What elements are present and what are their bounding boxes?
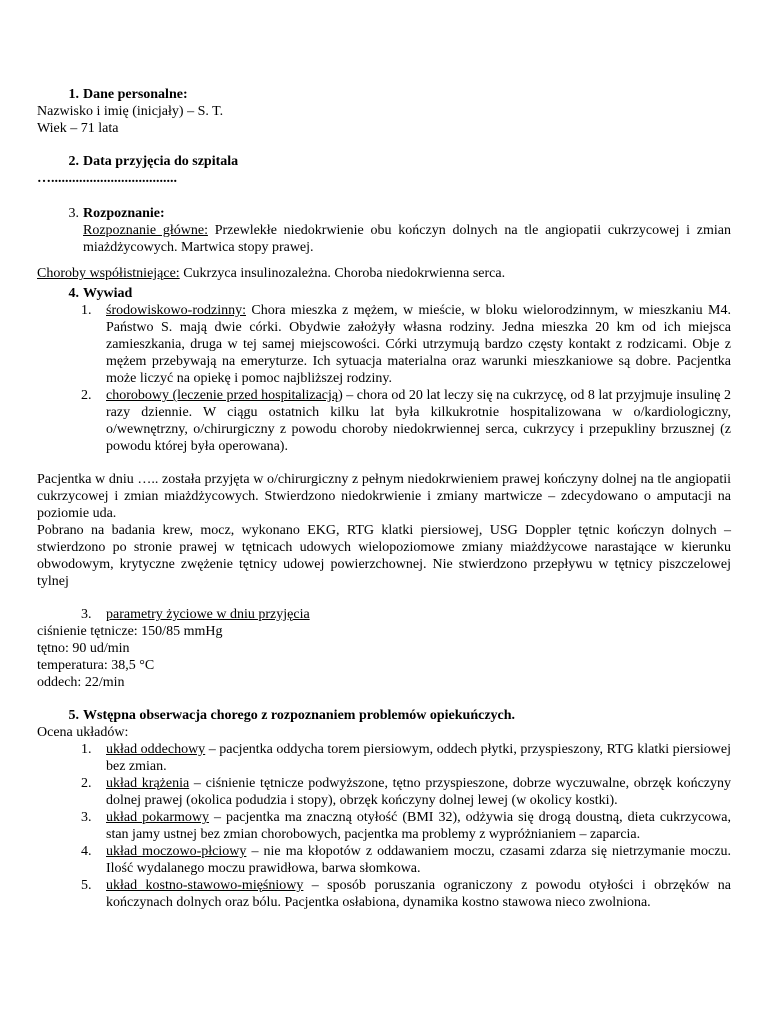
section-number: 4. xyxy=(68,286,79,301)
patient-name-line: Nazwisko i imię (inicjały) – S. T. xyxy=(37,104,224,119)
item-number: 5. xyxy=(81,878,92,893)
section-4-heading xyxy=(37,285,731,302)
patient-age-line: Wiek – 71 lata xyxy=(37,121,119,136)
main-diagnosis xyxy=(37,222,731,256)
interview-item xyxy=(37,302,731,387)
item-text: – nie ma kłopotów z oddawaniem moczu, czasami zdarza się nietrzymanie moczu. Ilość wydalanego moczu prawidłowa, barwa słomkowa. xyxy=(106,844,731,876)
item-number: 4. xyxy=(81,844,92,859)
comorbidities xyxy=(37,265,731,282)
main-diagnosis-text: Przewlekłe niedokrwienie obu kończyn dolnych na tle angiopatii cukrzycowej i zmian miażdżycowych. Martwica stopy prawej. xyxy=(83,223,731,255)
section-number: 2. xyxy=(68,154,79,169)
section-title: Rozpoznanie: xyxy=(83,206,165,221)
item-text: Chora mieszka z mężem, w mieście, w bloku wielorodzinnym, w mieszkaniu M4. Państwo S. mają dwie córki. Obydwie założyły własna rodziny. Jedna mieszka 20 km od ich miejsca zamieszkania, druga w tej samej miejscowości. Córki utrzymują bardzo częsty kontakt z rodzicami. Obje z mężem przebywają na emeryturze. Ich sytuacja materialna oraz warunki mieszkaniowe są dobre. Pacjentka może liczyć na opiekę i pomoc najbliższej rodziny. xyxy=(106,303,731,386)
item-number: 2. xyxy=(81,388,92,403)
item-number: 3. xyxy=(81,810,92,825)
section-number: 3. xyxy=(68,206,79,221)
item-number: 3. xyxy=(81,607,92,622)
section-number: 1. xyxy=(68,87,79,102)
item-label: układ oddechowy xyxy=(106,742,206,757)
vitals-label: parametry życiowe w dniu przyjęcia xyxy=(106,607,310,622)
item-text: – ciśnienie tętnicze podwyższone, tętno przyspieszone, dobrze wyczuwalne, obrzęk kończyny dolnej prawej (okolica podudzia i stopy), obrzęk kończyny dolnej lewej (w okolicy kostki). xyxy=(106,776,732,808)
item-text: ) – chora od 20 lat leczy się na cukrzycę, od 8 lat przyjmuje insulinę 2 razy dziennie. W ciągu ostatnich kilku lat była kilkukrotnie hospitalizowana w o/kardiologiczny, o/wewnętrzny, o/chirurgiczny z powodu choroby niedokrwiennej serca, cukrzycy i przepukliny brzusznej (z powodu której była operowana). xyxy=(106,388,731,454)
system-item xyxy=(37,877,731,911)
vital-temperature: temperatura: 38,5 °C xyxy=(37,658,155,673)
section-number: 5. xyxy=(68,708,79,723)
system-item xyxy=(37,843,731,877)
section-2-heading xyxy=(37,153,731,170)
document-page xyxy=(37,86,731,911)
item-label: układ moczowo-płciowy xyxy=(106,844,247,859)
vitals-heading xyxy=(37,606,731,623)
section-1-heading xyxy=(37,86,731,103)
section-title: Dane personalne: xyxy=(83,87,188,102)
item-label: układ krążenia xyxy=(106,776,190,791)
vital-respiration: oddech: 22/min xyxy=(37,675,125,690)
item-number: 1. xyxy=(81,303,92,318)
item-text: – pacjentka oddycha torem piersiowym, oddech płytki, przyspieszony, RTG klatki piersiowej bez zmian. xyxy=(106,742,731,774)
item-number: 1. xyxy=(81,742,92,757)
comorbidities-label: Choroby współistniejące: xyxy=(37,266,180,281)
system-item xyxy=(37,741,731,775)
section-title: Data przyjęcia do szpitala xyxy=(83,154,239,169)
diagnostics-paragraph: Pobrano na badania krew, mocz, wykonano EKG, RTG klatki piersiowej, USG Doppler tętnic kończyn dolnych – stwierdzono po stronie prawej w tętnicach udowych wielopoziomowe zmiany miażdżycowe narastające w kierunku obwodowym, krytyczne zwężenie tętnicy udowej powierzchownej. Nie stwierdzono przepływu w tętnicy piszczelowej tylnej xyxy=(37,523,731,589)
systems-intro: Ocena układów: xyxy=(37,725,129,740)
vital-blood-pressure: ciśnienie tętnicze: 150/85 mmHg xyxy=(37,624,223,639)
admission-paragraph: Pacjentka w dniu ….. została przyjęta w o/chirurgiczny z pełnym niedokrwieniem prawej kończyny dolnej na tle angiopatii cukrzycowej i zmian miażdżycowych. Stwierdzono niedokrwienie i zmiany martwicze – zdecydowano o amputacji na poziomie uda. xyxy=(37,472,731,521)
system-item xyxy=(37,775,731,809)
item-label: układ kostno-stawowo-mięśniowy xyxy=(106,878,304,893)
section-title: Wywiad xyxy=(83,286,133,301)
system-item xyxy=(37,809,731,843)
admission-date-placeholder: ….................................... xyxy=(37,171,177,186)
section-5-heading xyxy=(37,707,731,724)
item-text: – pacjentka ma znaczną otyłość (BMI 32), odżywia się drogą doustną, dieta cukrzycowa, stan jamy ustnej bez zmian chorobowych, pacjentka ma problemy z wypróżnianiem – zaparcia. xyxy=(106,810,731,842)
item-label: środowiskowo-rodzinny: xyxy=(106,303,246,318)
item-number: 2. xyxy=(81,776,92,791)
interview-item xyxy=(37,387,731,455)
vital-pulse: tętno: 90 ud/min xyxy=(37,641,130,656)
main-diagnosis-label: Rozpoznanie główne: xyxy=(83,223,208,238)
item-label: chorobowy (leczenie przed hospitalizacją xyxy=(106,388,339,403)
comorbidities-text: Cukrzyca insulinozależna. Choroba niedokrwienna serca. xyxy=(179,266,506,281)
section-title: Wstępna obserwacja chorego z rozpoznaniem problemów opiekuńczych. xyxy=(83,708,516,723)
item-text: – sposób poruszania ograniczony z powodu otyłości i obrzęków na kończynach dolnych oraz bólu. Pacjentka osłabiona, dynamika kostno stawowa nieco zwolniona. xyxy=(106,878,731,910)
item-label: układ pokarmowy xyxy=(106,810,209,825)
section-3-heading xyxy=(37,205,731,222)
